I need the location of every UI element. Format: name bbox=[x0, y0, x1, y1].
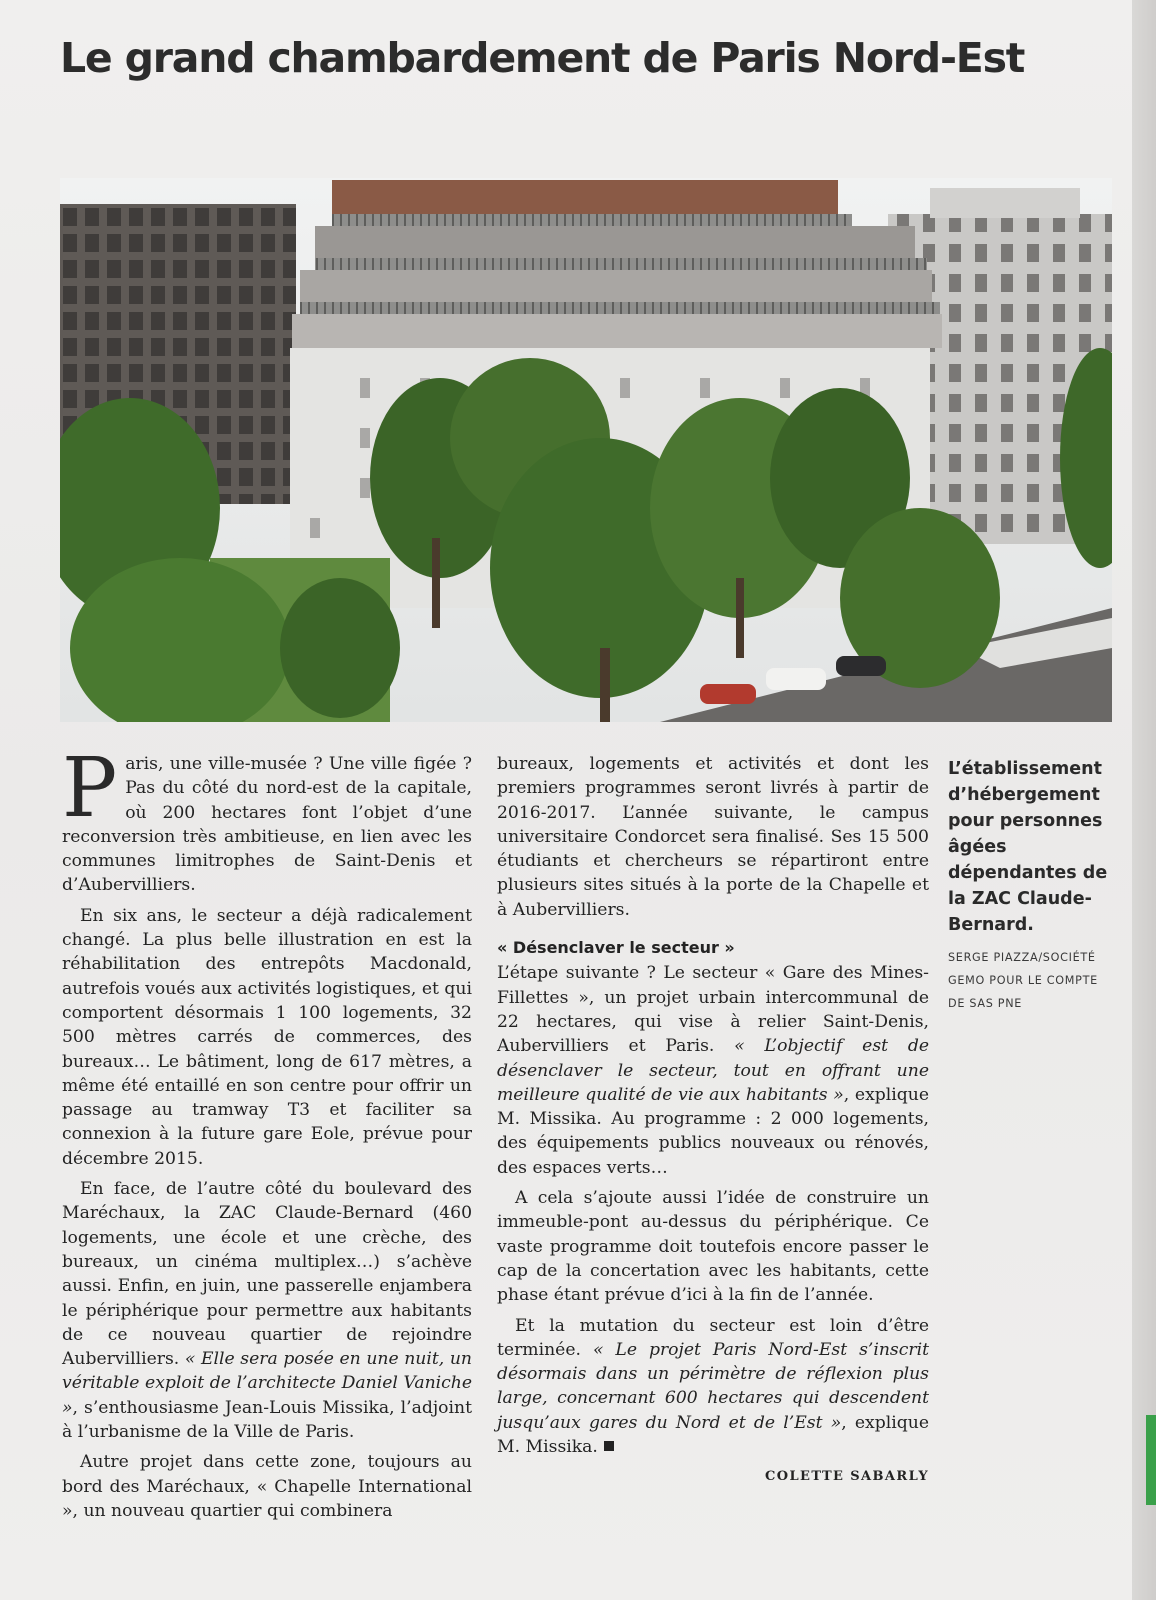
building-photo-illustration bbox=[60, 178, 1112, 722]
paragraph-intro: Paris, une ville-musée ? Une ville figée ? Pas du côté du nord-est de la capitale, où 200 hectares font l’objet d’une reconversion très ambitieuse, en lien avec les communes limitrophes de Saint-Denis et d’Aubervilliers. bbox=[62, 741, 472, 896]
paragraph: bureaux, logements et activités et dont les premiers programmes seront livrés à partir de 2016-2017. L’année suivante, le campus universitaire Condorcet sera finalisé. Ses 15 500 étudiants et chercheurs se répartiront entre plusieurs sites situés à la porte de la Chapelle et à Aubervilliers. bbox=[497, 754, 929, 920]
article-column-1 bbox=[62, 741, 472, 1529]
quote: « L’objectif est de désenclaver le secteur, tout en offrant une meilleure qualité de vie aux habitants » bbox=[497, 1036, 929, 1105]
article-photo bbox=[60, 178, 1112, 722]
quote: « Le projet Paris Nord-Est s’inscrit désormais dans un périmètre de réflexion plus large, concernant 600 hectares qui descendent jusqu’aux gares du Nord et de l’Est » bbox=[497, 1339, 929, 1433]
end-of-article-mark bbox=[604, 1441, 614, 1451]
paragraph: Autre projet dans cette zone, toujours au bord des Maréchaux, « Chapelle International », un nouveau quartier qui combinera bbox=[62, 1452, 472, 1521]
paragraph: A cela s’ajoute aussi l’idée de construire un immeuble-pont au-dessus du périphérique. Ce vaste programme doit toutefois encore passer le cap de la concertation avec les habitants, cette phase étant prévue d’ici à la fin de l’année. bbox=[497, 1188, 929, 1306]
paragraph: Et la mutation du secteur est loin d’être terminée. « Le projet Paris Nord-Est s’inscrit désormais dans un périmètre de réflexion plus large, concernant 600 hectares qui descendent jusqu’aux gares du Nord et de l’Est », explique M. Missika. bbox=[497, 1315, 929, 1458]
drop-cap: P bbox=[62, 741, 118, 836]
intertitle: « Désenclaver le secteur » bbox=[497, 938, 735, 958]
paragraph: En face, de l’autre côté du boulevard des Maréchaux, la ZAC Claude-Bernard (460 logements, une école et une crèche, des bureaux, un cinéma multiplex…) s’achève aussi. Enfin, en juin, une passerelle enjambera le périphérique pour permettre aux habitants de ce nouveau quartier de rejoindre Aubervilliers. « Elle sera posée en une nuit, un véritable exploit de l’architecte Daniel Vaniche », s’enthousiasme Jean-Louis Missika, l’adjoint à l’urbanisme de la Ville de Paris. bbox=[62, 1179, 472, 1443]
adjacent-page-edge bbox=[1132, 0, 1156, 1600]
quote: « Elle sera posée en une nuit, un véritable exploit de l’architecte Daniel Vaniche » bbox=[62, 1349, 472, 1418]
green-margin-tab bbox=[1146, 1415, 1156, 1505]
author-signature: COLETTE SABARLY bbox=[765, 1469, 929, 1485]
photo-caption bbox=[948, 756, 1118, 1015]
article-column-2 bbox=[497, 752, 929, 1496]
paragraph: En six ans, le secteur a déjà radicalement changé. La plus belle illustration en est la réhabilitation des entrepôts Macdonald, autrefois voués aux activités logistiques, et qui comportent désormais 1 100 logements, 32 500 mètres carrés de commerces, des bureaux… Le bâtiment, long de 617 mètres, a même été entaillé en son centre pour offrir un passage au tramway T3 et faciliter sa connexion à la future gare Eole, prévue pour décembre 2015. bbox=[62, 905, 472, 1169]
paragraph: L’étape suivante ? Le secteur « Gare des Mines-Fillettes », un projet urbain intercommunal de 22 hectares, qui vise à relier Saint-Denis, Aubervilliers et Paris. « L’objectif est de désenclaver le secteur, tout en offrant une meilleure qualité de vie aux habitants », explique M. Missika. Au programme : 2 000 logements, des équipements publics nouveaux ou rénovés, des espaces verts… bbox=[497, 963, 930, 1178]
article-headline: Le grand chambardement de Paris Nord-Est bbox=[60, 34, 1025, 82]
photo-credit: SERGE PIAZZA/SOCIÉTÉ GEMO POUR LE COMPTE DE SAS PNE bbox=[948, 951, 1098, 1010]
caption-text: L’établissement d’hébergement pour personnes âgées dépendantes de la ZAC Claude-Bernard. bbox=[948, 759, 1108, 935]
